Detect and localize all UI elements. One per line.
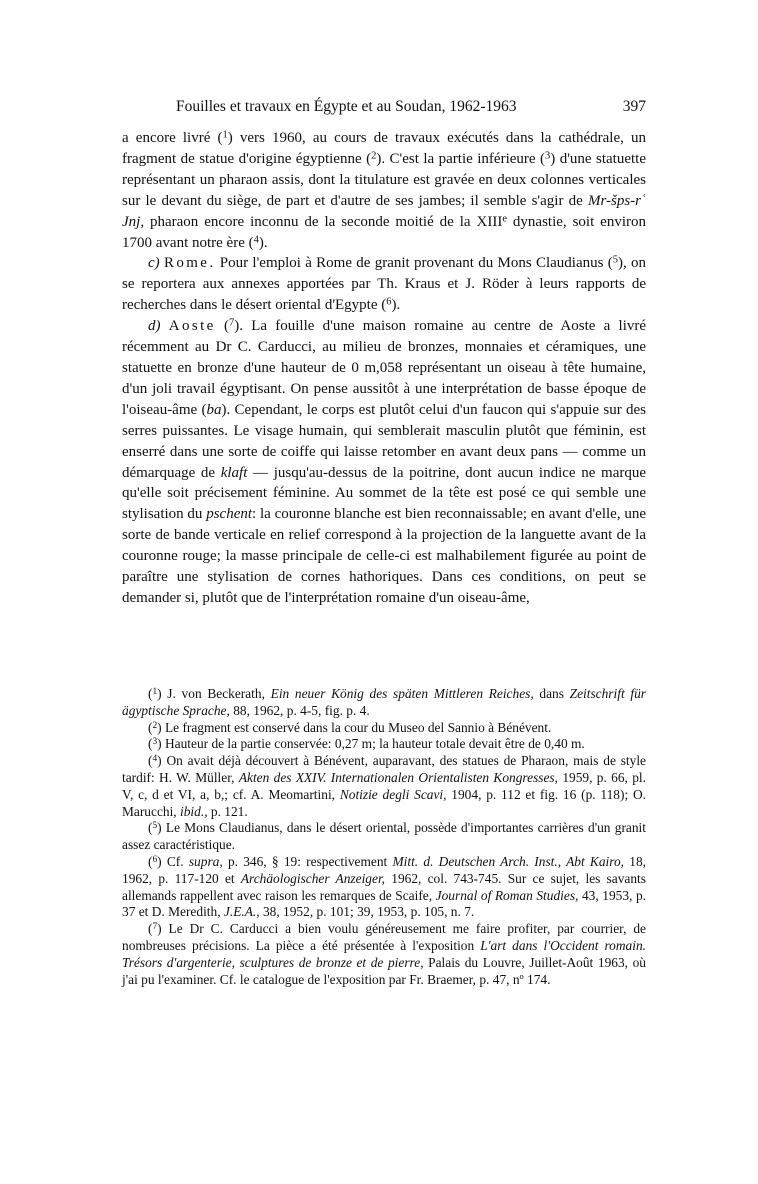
footnote-1: ($^1$) J. von Beckerath, Ein neuer König des späten Mittleren Reiches, dans Zeitschrift für ägyptische Sprache, 88, 1962, p. 4-5, fig. p. 4. xyxy=(122,686,646,718)
footnote-3: ($^3$) Hauteur de la partie conservée: 0,27 m; la hauteur totale devait être de 0,40 m. xyxy=(148,736,585,752)
footnote-ref: 5 xyxy=(612,254,618,266)
footnote-5: ($^5$) Le Mons Claudianus, dans le désert oriental, possède d'importantes carrières d'un granit assez caractéristique. xyxy=(122,820,646,853)
footnote-7: ($^7$) Le Dr C. Carducci a bien voulu généreusement me faire profiter, par courrier, de nombreuses précisions. La pièce a été présentée à l'exposition L'art dans l'Occident romain. Trésors d'argenterie, sculptures de bronze et de pierre, Palais du Louvre, Juillet-Août 1963, où j'ai pu l'examiner. Cf. le catalogue de l'exposition par Fr. Braemer, p. 47, nº 174. xyxy=(122,921,646,987)
section-label: d) xyxy=(148,318,161,335)
main-text xyxy=(122,128,646,609)
footnotes xyxy=(122,686,646,988)
footnote-ref: 1 xyxy=(222,129,228,141)
footnote-2: ($^2$) Le fragment est conservé dans la cour du Museo del Sannio à Bénévent. xyxy=(148,719,552,735)
paragraph-rome: c) Rome. Pour l'emploi à Rome de granit provenant du Mons Claudianus ($^5$), on se reportera aux annexes apportées par Th. Kraus et J. Röder à leurs rapports de recherches dans le désert oriental d'Egypte ($^6$). xyxy=(122,254,646,314)
running-title: Fouilles et travaux en Égypte et au Soudan, 1962-1963 xyxy=(176,98,517,115)
running-header xyxy=(176,98,646,120)
footnote-4: ($^4$) On avait déjà découvert à Bénévent, auparavant, des statues de Pharaon, mais de style tardif: H. W. Müller, Akten des XXIV. Internationalen Orientalisten Kongresses, 1959, p. 66, pl. V, c, d et VI, a, b,; cf. A. Meomartini, Notizie degli Scavi, 1904, p. 112 et fig. 16 (p. 118); O. Marucchi, ibid., p. 121. xyxy=(122,753,646,819)
footnote-ref: 2 xyxy=(371,150,377,162)
section-heading-aoste: Aoste xyxy=(168,318,216,335)
page-number: 397 xyxy=(622,98,646,115)
footnote-ref: 6 xyxy=(386,296,392,308)
pharaoh-name: Mr-šps-rʿ Jnj, xyxy=(122,192,646,230)
footnote-ref: 4 xyxy=(253,233,259,245)
section-label: c) xyxy=(148,255,160,272)
section-heading-rome: Rome. xyxy=(163,255,216,272)
paragraph-1: a encore livré ($^1$) vers 1960, au cours de travaux exécutés dans la cathédrale, un fragment de statue d'origine égyptienne ($^2$). C'est la partie inférieure ($^3$) d'une statuette représentant un pharaon assis, dont la titulature est gravée en deux colonnes verticales sur le devant du siège, de part et d'autre de ses jambes; il semble s'agir de Mr-šps-rʿ Jnj, pharaon encore inconnu de la seconde moitié de la XIIIe dynastie, soit environ 1700 avant notre ère ($^4$). xyxy=(122,129,647,251)
footnote-ref: 3 xyxy=(545,150,551,162)
paragraph-aoste: d) Aoste ($^7$). La fouille d'une maison romaine au centre de Aoste a livré récemment au Dr C. Carducci, au milieu de bronzes, monnaies et céramiques, une statuette en bronze d'une hauteur de 0 m,058 représentant un oiseau à tête humaine, d'un joli travail égyptisant. On pense aussitôt à une interprétation de basse époque de l'oiseau-âme (ba). Cependant, le corps est plutôt celui d'un faucon qui s'appuie sur des serres puissantes. Le visage humain, qui semblerait masculin plutôt que féminin, est enserré dans une sorte de coiffe qui laisse retomber en avant deux pans — comme un démarquage de klaft — jusqu'au-dessus de la poitrine, dont aucun indice ne marque qu'elle soit précisement féminine. Au sommet de la tête est posé ce qui semble une stylisation du pschent: la couronne blanche est bien reconnaissable; en avant d'elle, une sorte de bande verticale en relief correspond à la projection de la languette avant de la couronne rouge; la masse principale de celle-ci est malhabilement figurée au point de paraître une stylisation de cornes hathoriques. Dans ces conditions, on peut se demander si, plutôt que de l'interprétation romaine d'un oiseau-âme, xyxy=(122,317,647,606)
footnote-ref: 7 xyxy=(228,317,235,329)
footnote-6: ($^6$) Cf. supra, p. 346, § 19: respectivement Mitt. d. Deutschen Arch. Inst., Abt Kairo, 18, 1962, p. 117-120 et Archäologischer Anzeiger, 1962, col. 743-745. Sur ce sujet, les savants allemands rappellent avec raison les remarques de Scaife, Journal of Roman Studies, 43, 1953, p. 37 et D. Meredith, J.E.A., 38, 1952, p. 101; 39, 1953, p. 105, n. 7. xyxy=(122,853,647,920)
